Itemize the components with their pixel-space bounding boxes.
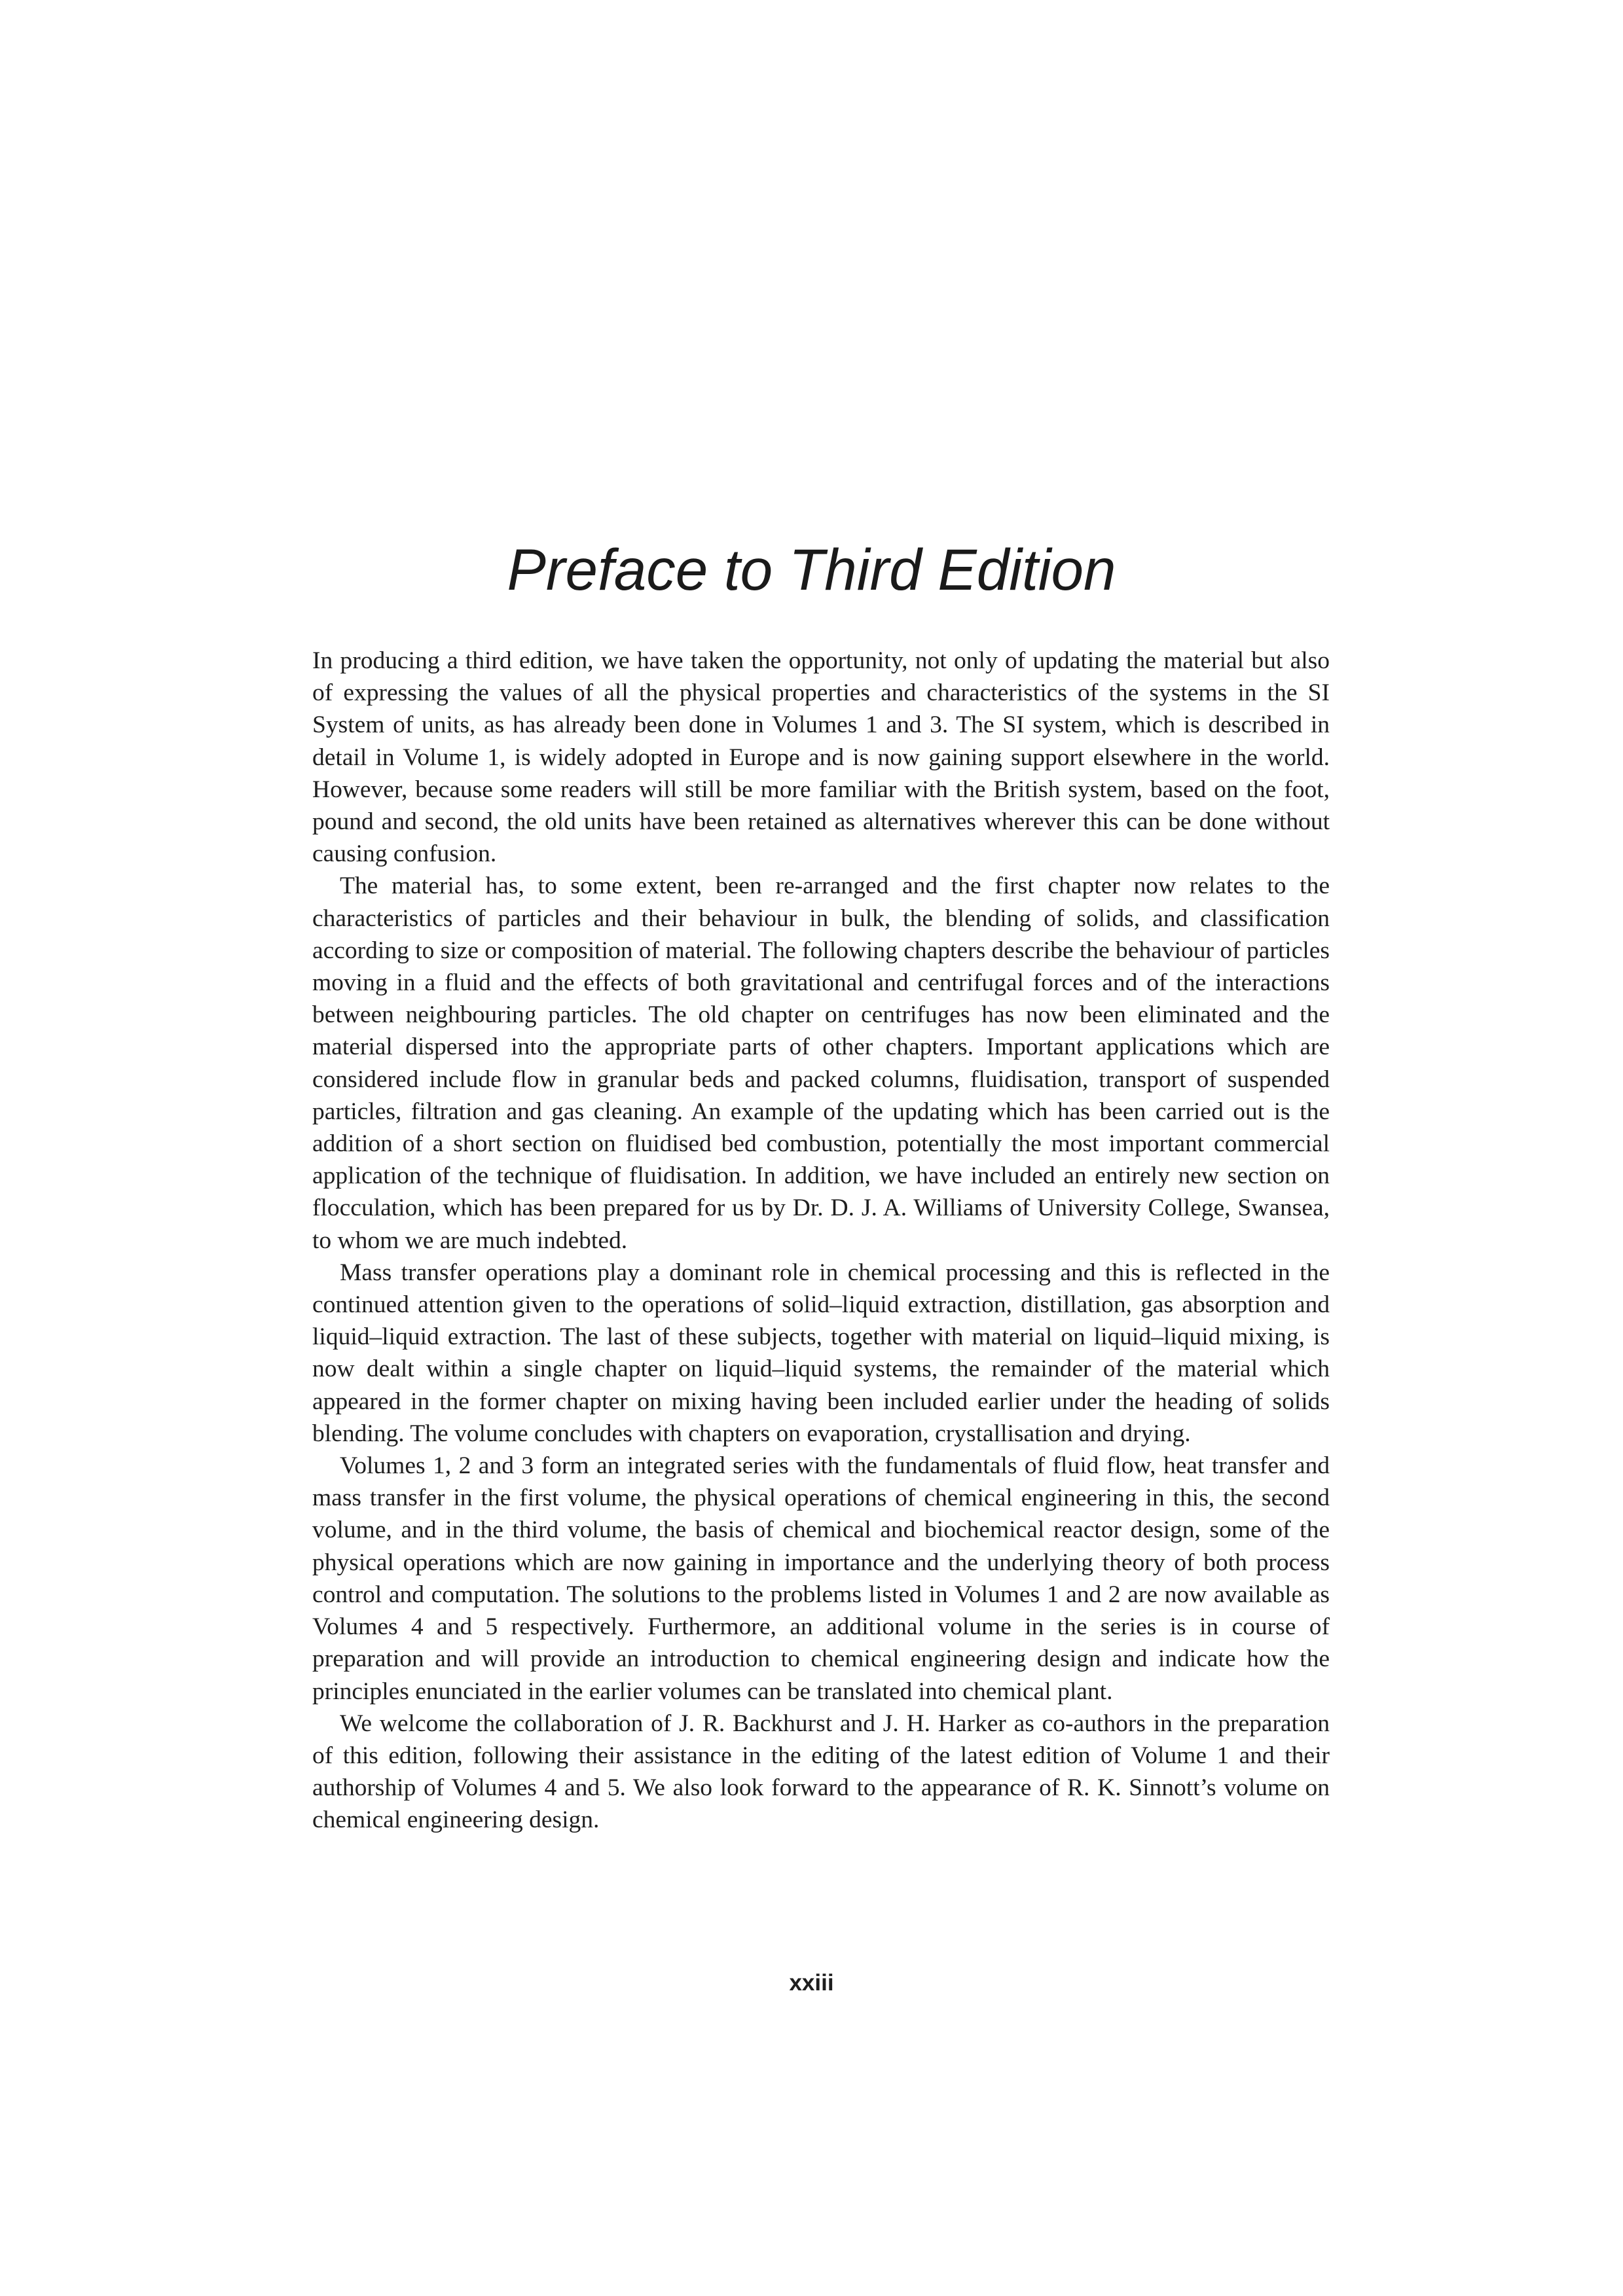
paragraph-5: We welcome the collaboration of J. R. Backhurst and J. H. Harker as co-authors in the preparation of this edition, following their assistance in the editing of the latest edition of Volume 1 and their authorship of Volumes 4 and 5. We also look forward to the appearance of R. K. Sinnott’s volume on chemical engineering design. bbox=[312, 1710, 1330, 1834]
preface-body bbox=[312, 645, 1330, 1837]
paragraph-1: In producing a third edition, we have taken the opportunity, not only of updating the material but also of expressing the values of all the physical properties and characteristics of the systems in the SI System of units, as has already been done in Volumes 1 and 3. The SI system, which is described in detail in Volume 1, is widely adopted in Europe and is now gaining support elsewhere in the world. However, because some readers will still be more familiar with the British system, based on the foot, pound and second, the old units have been retained as alternatives wherever this can be done without causing confusion. bbox=[312, 647, 1330, 868]
paragraph-4: Volumes 1, 2 and 3 form an integrated series with the fundamentals of fluid flow, heat transfer and mass transfer in the first volume, the physical operations of chemical engineering in this, the second volume, and in the third volume, the basis of chemical and biochemical reactor design, some of the physical operations which are now gaining in importance and the underlying theory of both process control and computation. The solutions to the problems listed in Volumes 1 and 2 are now available as Volumes 4 and 5 respectively. Furthermore, an additional volume in the series is in course of preparation and will provide an introduction to chemical engineering design and indicate how the principles enunciated in the earlier volumes can be translated into chemical plant. bbox=[312, 1452, 1330, 1705]
paragraph-3: Mass transfer operations play a dominant role in chemical processing and this is reflected in the continued attention given to the operations of solid–liquid extraction, distillation, gas absorption and liquid–liquid extraction. The last of these subjects, together with material on liquid–liquid mixing, is now dealt within a single chapter on liquid–liquid systems, the remainder of the material which appeared in the former chapter on mixing having been included earlier under the heading of solids blending. The volume concludes with chapters on evaporation, crystallisation and drying. bbox=[312, 1259, 1330, 1447]
paragraph-2: The material has, to some extent, been re-arranged and the first chapter now relates to the characteristics of particles and their behaviour in bulk, the blending of solids, and classification according to size or composition of material. The following chapters describe the behaviour of particles moving in a fluid and the effects of both gravitational and centrifugal forces and of the interactions between neighbouring particles. The old chapter on centrifuges has now been eliminated and the material dispersed into the appropriate parts of other chapters. Important applications which are considered include flow in granular beds and packed columns, fluidisation, transport of suspended particles, filtration and gas cleaning. An example of the updating which has been carried out is the addition of a short section on fluidised bed combustion, potentially the most important commercial application of the technique of fluidisation. In addition, we have included an entirely new section on flocculation, which has been prepared for us by Dr. D. J. A. Williams of University College, Swansea, to whom we are much indebted. bbox=[312, 872, 1330, 1254]
page-number: xxiii bbox=[789, 1970, 834, 1996]
page-title: Preface to Third Edition bbox=[507, 537, 1116, 602]
